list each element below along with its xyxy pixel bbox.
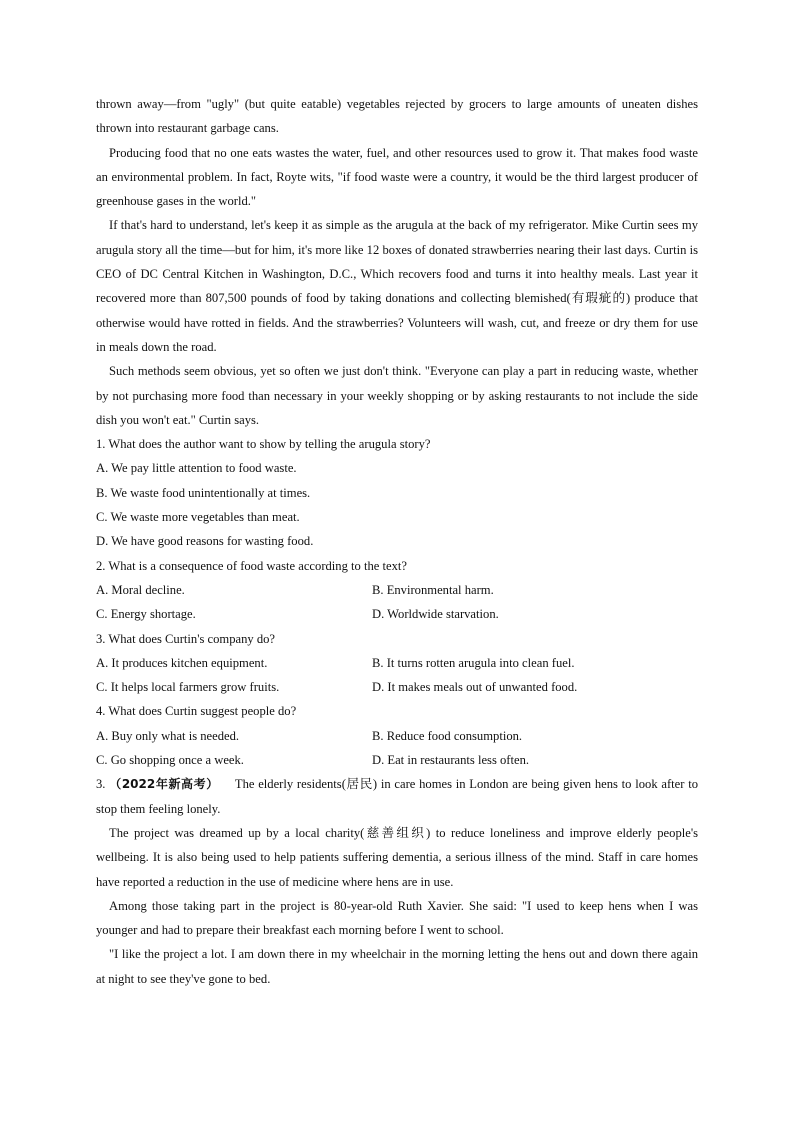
- question-2-option-c: C. Energy shortage.: [96, 607, 196, 622]
- passage-3-paragraph-1: [96, 772, 698, 821]
- question-2-option-d: D. Worldwide starvation.: [372, 607, 499, 622]
- question-2-option-b: B. Environmental harm.: [372, 582, 494, 597]
- passage-paragraph-4: Such methods seem obvious, yet so often we just don't think. "Everyone can play a part in reducing waste, whether by not purchasing more food than necessary in your weekly shopping or by asking restaurants to not include the side dish you won't eat." Curtin says.: [96, 364, 698, 427]
- question-1-option-a: A. We pay little attention to food waste.: [96, 461, 297, 476]
- question-3-stem: 3. What does Curtin's company do?: [96, 631, 276, 646]
- passage-paragraph-3: If that's hard to understand, let's keep it as simple as the arugula at the back of my refrigerator. Mike Curtin sees my arugula story all the time—but for him, it's more like 12 boxes of donated strawberries nearing their last days. Curtin is CEO of DC Central Kitchen in Washington, D.C., Which recovers food and turns it into healthy meals. Last year it recovered more than 807,500 pounds of food by taking donations and collecting blemished(有瑕疵的) produce that otherwise would have rotted in fields. And the strawberries? Volunteers will wash, cut, and freeze or dry them for use in meals down the road.: [96, 218, 698, 354]
- question-4-stem: 4. What does Curtin suggest people do?: [96, 704, 297, 719]
- passage-3-paragraph-1-text: The elderly residents(居民) in care homes in London are being given hens to look after to stop them feeling lonely.: [96, 777, 698, 816]
- passage-3-paragraph-3: Among those taking part in the project is 80-year-old Ruth Xavier. She said: "I used to keep hens when I was younger and had to prepare their breakfast each morning before I went to school.: [96, 898, 698, 938]
- question-2-options-row-1: [96, 578, 698, 602]
- question-4-option-d: D. Eat in restaurants less often.: [372, 753, 530, 768]
- question-2-options-row-2: [96, 602, 698, 626]
- question-4-option-a: A. Buy only what is needed.: [96, 728, 240, 743]
- question-3-options-row-1: [96, 651, 698, 675]
- passage-paragraph-1: thrown away—from "ugly" (but quite eatable) vegetables rejected by grocers to large amounts of uneaten dishes thrown into restaurant garbage cans.: [96, 97, 698, 136]
- passage-3-paragraph-4: "I like the project a lot. I am down there in my wheelchair in the morning letting the hens out and down there again at night to see they've gone to bed.: [96, 947, 698, 986]
- question-1-option-c: C. We waste more vegetables than meat.: [96, 510, 300, 525]
- question-4-option-c: C. Go shopping once a week.: [96, 753, 244, 768]
- question-3-option-c: C. It helps local farmers grow fruits.: [96, 680, 280, 695]
- question-3-option-b: B. It turns rotten arugula into clean fuel.: [372, 655, 575, 670]
- question-4-options-row-2: [96, 748, 698, 772]
- passage-paragraph-2: Producing food that no one eats wastes the water, fuel, and other resources used to grow it. That makes food waste an environmental problem. In fact, Royte wits, "if food waste were a country, it would be the third largest producer of greenhouse gases in the world.": [96, 145, 698, 209]
- question-1-option-b: B. We waste food unintentionally at times.: [96, 485, 311, 500]
- question-4-options-row-1: [96, 724, 698, 748]
- question-4-option-b: B. Reduce food consumption.: [372, 728, 523, 743]
- question-3-options-row-2: [96, 675, 698, 699]
- passage-3-source: （2022年新高考）: [109, 777, 219, 792]
- question-1-option-d: D. We have good reasons for wasting food.: [96, 534, 314, 549]
- question-3-option-a: A. It produces kitchen equipment.: [96, 655, 268, 670]
- question-2-option-a: A. Moral decline.: [96, 582, 185, 597]
- question-3-option-d: D. It makes meals out of unwanted food.: [372, 680, 578, 695]
- question-2-stem: 2. What is a consequence of food waste according to the text?: [96, 558, 408, 573]
- passage-3-number: 3.: [96, 777, 106, 792]
- passage-3-paragraph-2: The project was dreamed up by a local charity(慈善组织) to reduce loneliness and improve elderly people's wellbeing. It is also being used to help patients suffering dementia, a serious illness of the mind. Staff in care homes have reported a reduction in the use of medicine where hens are in use.: [96, 825, 698, 889]
- question-1-stem: 1. What does the author want to show by telling the arugula story?: [96, 437, 431, 452]
- document-page: [96, 92, 698, 991]
